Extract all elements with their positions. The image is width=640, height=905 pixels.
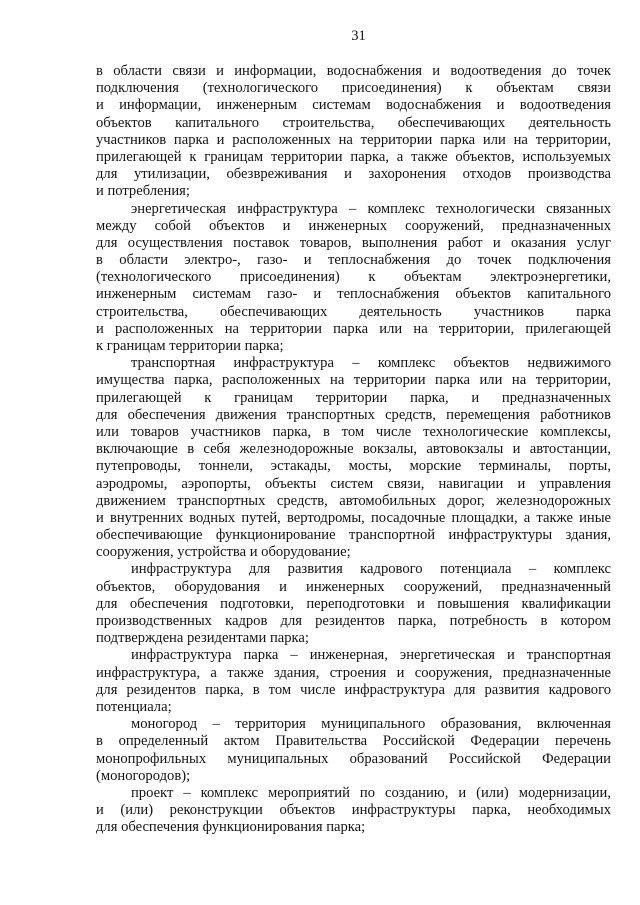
text-line: в области связи и информации, водоснабжения и водоотведения до точек [96,63,611,79]
text-line: энергетическая инфраструктура – комплекс технологически связанных [131,200,611,217]
page-number: 31 [351,28,366,44]
text-line: подключения (технологического присоединения) к объектам связи [96,80,611,97]
text-line: между собой объектов и инженерных сооружений, предназначенных [96,217,611,234]
document-body [96,63,611,836]
text-line: к границам территории парка; [96,338,284,354]
text-line: потенциала; [96,698,172,715]
text-line: и информации, инженерным системам водоснабжения и водоотведения [96,97,611,114]
text-line: инженерным системам газо- и теплоснабжения объектов капитального [96,286,611,303]
text-line: инфраструктура парка – инженерная, энергетическая и транспортная [131,647,611,664]
text-line: обеспечивающие функционирование транспортной инфраструктуры здания, [96,527,611,544]
text-line: имущества парка, расположенных на территории парка или на территории, [96,372,611,389]
text-line: или товаров участников парка, в том числе технологические комплексы, [96,423,611,440]
text-line: объектов капитального строительства, обеспечивающих деятельность [96,114,611,131]
text-line: объектов, оборудования и инженерных сооружений, предназначенный [96,578,611,595]
text-line: включающие в себя железнодорожные вокзалы, автовокзалы и автостанции, [96,441,611,458]
text-line: и расположенных на территории парка или на территории, прилегающей [96,320,611,337]
text-line: аэродромы, аэропорты, объекты систем связи, навигации и управления [96,475,611,492]
text-line: для обеспечения подготовки, переподготовки и повышения квалификации [96,595,611,612]
text-line: производственных кадров для резидентов парка, потребность в котором [96,613,611,629]
text-line: для утилизации, обезвреживания и захоронения отходов производства [96,166,611,183]
text-line: (технологического присоединения) к объектам электроэнергетики, [96,269,611,286]
text-line: строительства, обеспечивающих деятельность участников парка [96,303,611,320]
text-line: инфраструктура для развития кадрового потенциала – комплекс [131,561,611,578]
text-line: в области электро-, газо- и теплоснабжения до точек подключения [96,252,611,269]
text-line: для обеспечения функционирования парка; [96,819,366,836]
text-line: монопрофильных муниципальных образований Российской Федерации [96,750,611,767]
text-line: прилегающей к границам территории парка, а также объектов, используемых [96,148,611,165]
text-line: для резидентов парка, в том числе инфраструктура для развития кадрового [96,681,611,698]
text-line: транспортная инфраструктура – комплекс объектов недвижимого [131,355,611,372]
text-line: инфраструктура, а также здания, строения и сооружения, предназначенные [96,664,611,681]
text-line: и внутренних водных путей, вертодромы, посадочные площадки, а также иные [96,509,611,526]
text-line: для обеспечения движения транспортных средств, перемещения работников [96,406,611,423]
text-line: для осуществления поставок товаров, выполнения работ и оказания услуг [96,234,611,251]
text-line: сооружения, устройства и оборудование; [96,544,351,561]
text-line: прилегающей к границам территории парка, и предназначенных [96,389,611,406]
text-line: и потребления; [96,183,190,200]
text-line: движением транспортных средств, автомобильных дорог, железнодорожных [96,492,611,509]
text-line: в определенный актом Правительства Российской Федерации перечень [96,733,611,750]
text-line: проект – комплекс мероприятий по созданию, и (или) модернизации, [131,784,611,801]
text-line: моногород – территория муниципального образования, включенная [131,716,611,733]
text-line: подтверждена резидентами парка; [96,630,309,647]
text-line: (моногородов); [96,767,191,784]
text-line: участников парка и расположенных на территории парка или на территории, [96,131,611,148]
text-line: и (или) реконструкции объектов инфраструктуры парка, необходимых [96,802,611,819]
text-line: путепроводы, тоннели, эстакады, мосты, морские терминалы, порты, [96,458,611,475]
